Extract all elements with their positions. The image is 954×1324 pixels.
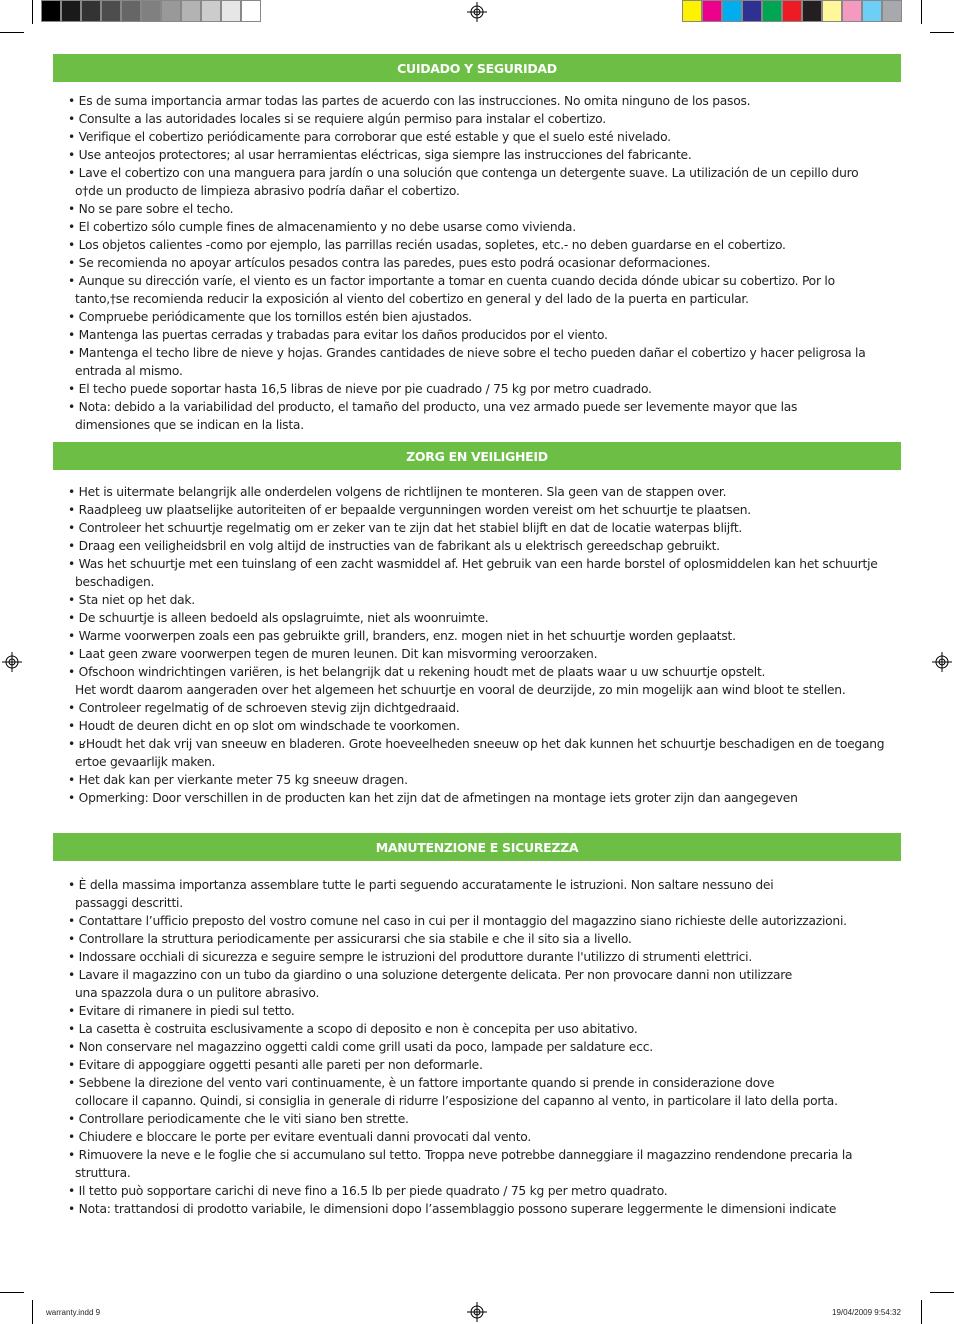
list-item: • Opmerking: Door verschillen in de producten kan het zijn dat de afmetingen na montage iets groter zijn dan aangegeven [68, 791, 798, 805]
color-swatch [181, 0, 201, 22]
slug-timestamp: 19/04/2009 9:54:32 [832, 1308, 901, 1317]
crop-mark-top-left-v [32, 0, 33, 24]
color-swatch [802, 0, 822, 22]
list-item: • Evitare di appoggiare oggetti pesanti alle pareti per non deformarle. [68, 1058, 483, 1072]
list-item: • È della massima importanza assemblare tutte le parti seguendo accuratamente le istruzioni. Non saltare nessuno dei passaggi descritti. [68, 878, 774, 910]
list-item: • Non conservare nel magazzino oggetti caldi come grill usati da poco, lampade per saldature ecc. [68, 1040, 653, 1054]
list-item: • Controleer het schuurtje regelmatig om er zeker van te zijn dat het stabiel blijft en dat de locatie waterpas blijft. [68, 521, 743, 535]
list-item: • No se pare sobre el techo. [68, 202, 234, 216]
list-item: • Es de suma importancia armar todas las partes de acuerdo con las instrucciones. No omita ninguno de los pasos. [68, 94, 751, 108]
color-swatch [722, 0, 742, 22]
list-item: • Mantenga las puertas cerradas y trabadas para evitar los daños producidos por el viento. [68, 328, 608, 342]
color-swatch [161, 0, 181, 22]
list-item: • La casetta è costruita esclusivamente a scopo di deposito e non è concepita per uso abitativo. [68, 1022, 638, 1036]
list-item: • Il tetto può sopportare carichi di neve fino a 16.5 lb per piede quadrato / 75 kg per metro quadrato. [68, 1184, 668, 1198]
list-item: • ʁHoudt het dak vrij van sneeuw en bladeren. Grote hoeveelheden sneeuw op het dak kunnen het schuurtje beschadigen en de toegang ertoe gevaarlijk maken. [68, 737, 885, 769]
color-swatch [762, 0, 782, 22]
color-swatch [81, 0, 101, 22]
section-list-spanish [68, 92, 904, 434]
list-item: • Was het schuurtje met een tuinslang of een zacht wasmiddel af. Het gebruik van een harde borstel of oplosmiddelen kan het schuurtje beschadigen. [68, 557, 878, 589]
color-swatch [141, 0, 161, 22]
color-swatch [241, 0, 261, 22]
crop-mark-bottom-left-v [32, 1300, 33, 1324]
list-item: • De schuurtje is alleen bedoeld als opslagruimte, niet als woonruimte. [68, 611, 489, 625]
color-swatch [221, 0, 241, 22]
list-item: • Los objetos calientes -como por ejemplo, las parrillas recién usadas, sopletes, etc.- no deben guardarse en el cobertizo. [68, 238, 786, 252]
list-item: • Indossare occhiali di sicurezza e seguire sempre le istruzioni del produttore durante l'utilizzo di strumenti elettrici. [68, 950, 752, 964]
list-item: • Nota: trattandosi di prodotto variabile, le dimensioni dopo l’assemblaggio possono superare leggermente le dimensioni indicate [68, 1202, 837, 1216]
section-heading-dutch: ZORG EN VEILIGHEID [53, 442, 901, 470]
color-swatch [882, 0, 902, 22]
list-item: • Laat geen zware voorwerpen tegen de muren leunen. Dit kan misvorming veroorzaken. [68, 647, 598, 661]
color-swatch [782, 0, 802, 22]
color-swatch [121, 0, 141, 22]
list-item: • Evitare di rimanere in piedi sul tetto. [68, 1004, 295, 1018]
registration-mark-icon [467, 1302, 487, 1322]
list-item: • Sebbene la direzione del vento vari continuamente, è un fattore importante quando si prende in considerazione dove collocare il capanno. Quindi, si consiglia in generale di ridurre l’esposizione del capanno al vento, in particolare il lato della porta. [68, 1076, 838, 1108]
list-item: • Houdt de deuren dicht en op slot om windschade te voorkomen. [68, 719, 460, 733]
list-item: • El cobertizo sólo cumple fines de almacenamiento y no debe usarse como vivienda. [68, 220, 576, 234]
crop-mark-bottom-right-v [921, 1300, 922, 1324]
color-swatch [201, 0, 221, 22]
color-swatch [101, 0, 121, 22]
list-item: • Se recomienda no apoyar artículos pesados contra las paredes, pues esto podrá ocasionar deformaciones. [68, 256, 711, 270]
color-swatch [702, 0, 722, 22]
list-item: • Use anteojos protectores; al usar herramientas eléctricas, siga siempre las instrucciones del fabricante. [68, 148, 692, 162]
list-item: • Compruebe periódicamente que los tornillos estén bien ajustados. [68, 310, 472, 324]
list-item: • Lavare il magazzino con un tubo da giardino o una soluzione detergente delicata. Per non provocare danni non utilizzare una spazzola dura o un pulitore abrasivo. [68, 968, 793, 1000]
crop-mark-top-left-h [0, 32, 24, 33]
color-swatch [61, 0, 81, 22]
color-swatch [822, 0, 842, 22]
list-item: • Aunque su dirección varíe, el viento es un factor importante a tomar en cuenta cuando decida dónde ubicar su cobertizo. Por lo tanto,†se recomienda reducir la exposición al viento del cobertizo en general y del lado de la puerta en particular. [68, 274, 835, 306]
list-item: • Warme voorwerpen zoals een pas gebruikte grill, branders, enz. mogen niet in het schuurtje worden geplaatst. [68, 629, 736, 643]
list-item: • Mantenga el techo libre de nieve y hojas. Grandes cantidades de nieve sobre el techo pueden dañar el cobertizo y hacer peligrosa la entrada al mismo. [68, 346, 866, 378]
list-item: • Controllare periodicamente che le viti siano ben strette. [68, 1112, 409, 1126]
color-swatch [842, 0, 862, 22]
crop-mark-top-right-v [921, 0, 922, 24]
list-item: • Het is uitermate belangrijk alle onderdelen volgens de richtlijnen te monteren. Sla geen van de stappen over. [68, 485, 727, 499]
list-item: • Chiudere e bloccare le porte per evitare eventuali danni provocati dal vento. [68, 1130, 532, 1144]
color-swatch [682, 0, 702, 22]
crop-mark-top-right-h [930, 32, 954, 33]
list-item: • Consulte a las autoridades locales si se requiere algún permiso para instalar el cobertizo. [68, 112, 606, 126]
list-item: • Nota: debido a la variabilidad del producto, el tamaño del producto, una vez armado puede ser levemente mayor que las dimensiones que se indican en la lista. [68, 400, 798, 432]
slug-filename: warranty.indd 9 [46, 1308, 101, 1317]
registration-mark-icon [932, 652, 952, 672]
list-item: • Het dak kan per vierkante meter 75 kg sneeuw dragen. [68, 773, 408, 787]
list-item: • Draag een veiligheidsbril en volg altijd de instructies van de fabrikant als u elektrisch gereedschap gebruikt. [68, 539, 720, 553]
section-heading-italian: MANUTENZIONE E SICUREZZA [53, 833, 901, 861]
section-list-dutch [68, 483, 904, 807]
list-item: • Ofschoon windrichtingen variëren, is het belangrijk dat u rekening houdt met de plaats waar u uw schuurtje opstelt. Het wordt daarom aangeraden over het algemeen het schuurtje en vooral de deurzijde, zo min mogelijk aan wind bloot te stellen. [68, 665, 846, 697]
process-color-bar [682, 0, 902, 22]
list-item: • Contattare l’ufficio preposto del vostro comune nel caso in cui per il montaggio del magazzino siano richieste delle autorizzazioni. [68, 914, 847, 928]
list-item: • Rimuovere la neve e le foglie che si accumulano sul tetto. Troppa neve potrebbe danneggiare il magazzino rendendone precaria la struttura. [68, 1148, 853, 1180]
section-heading-spanish: CUIDADO Y SEGURIDAD [53, 54, 901, 82]
grayscale-color-bar [41, 0, 261, 22]
list-item: • El techo puede soportar hasta 16,5 libras de nieve por pie cuadrado / 75 kg por metro cuadrado. [68, 382, 652, 396]
section-list-italian [68, 876, 904, 1218]
list-item: • Raadpleeg uw plaatselijke autoriteiten of er bepaalde vergunningen worden vereist om het schuurtje te plaatsen. [68, 503, 751, 517]
list-item: • Verifique el cobertizo periódicamente para corroborar que esté estable y que el suelo esté nivelado. [68, 130, 671, 144]
list-item: • Lave el cobertizo con una manguera para jardín o una solución que contenga un detergente suave. La utilización de un cepillo duro o†de un producto de limpieza abrasivo podría dañar el cobertizo. [68, 166, 859, 198]
registration-mark-icon [467, 2, 487, 22]
crop-mark-bottom-left-h [0, 1292, 24, 1293]
crop-mark-bottom-right-h [930, 1292, 954, 1293]
color-swatch [41, 0, 61, 22]
registration-mark-icon [2, 652, 22, 672]
list-item: • Sta niet op het dak. [68, 593, 195, 607]
list-item: • Controllare la struttura periodicamente per assicurarsi che sia stabile e che il sito sia a livello. [68, 932, 632, 946]
color-swatch [742, 0, 762, 22]
list-item: • Controleer regelmatig of de schroeven stevig zijn dichtgedraaid. [68, 701, 460, 715]
color-swatch [862, 0, 882, 22]
